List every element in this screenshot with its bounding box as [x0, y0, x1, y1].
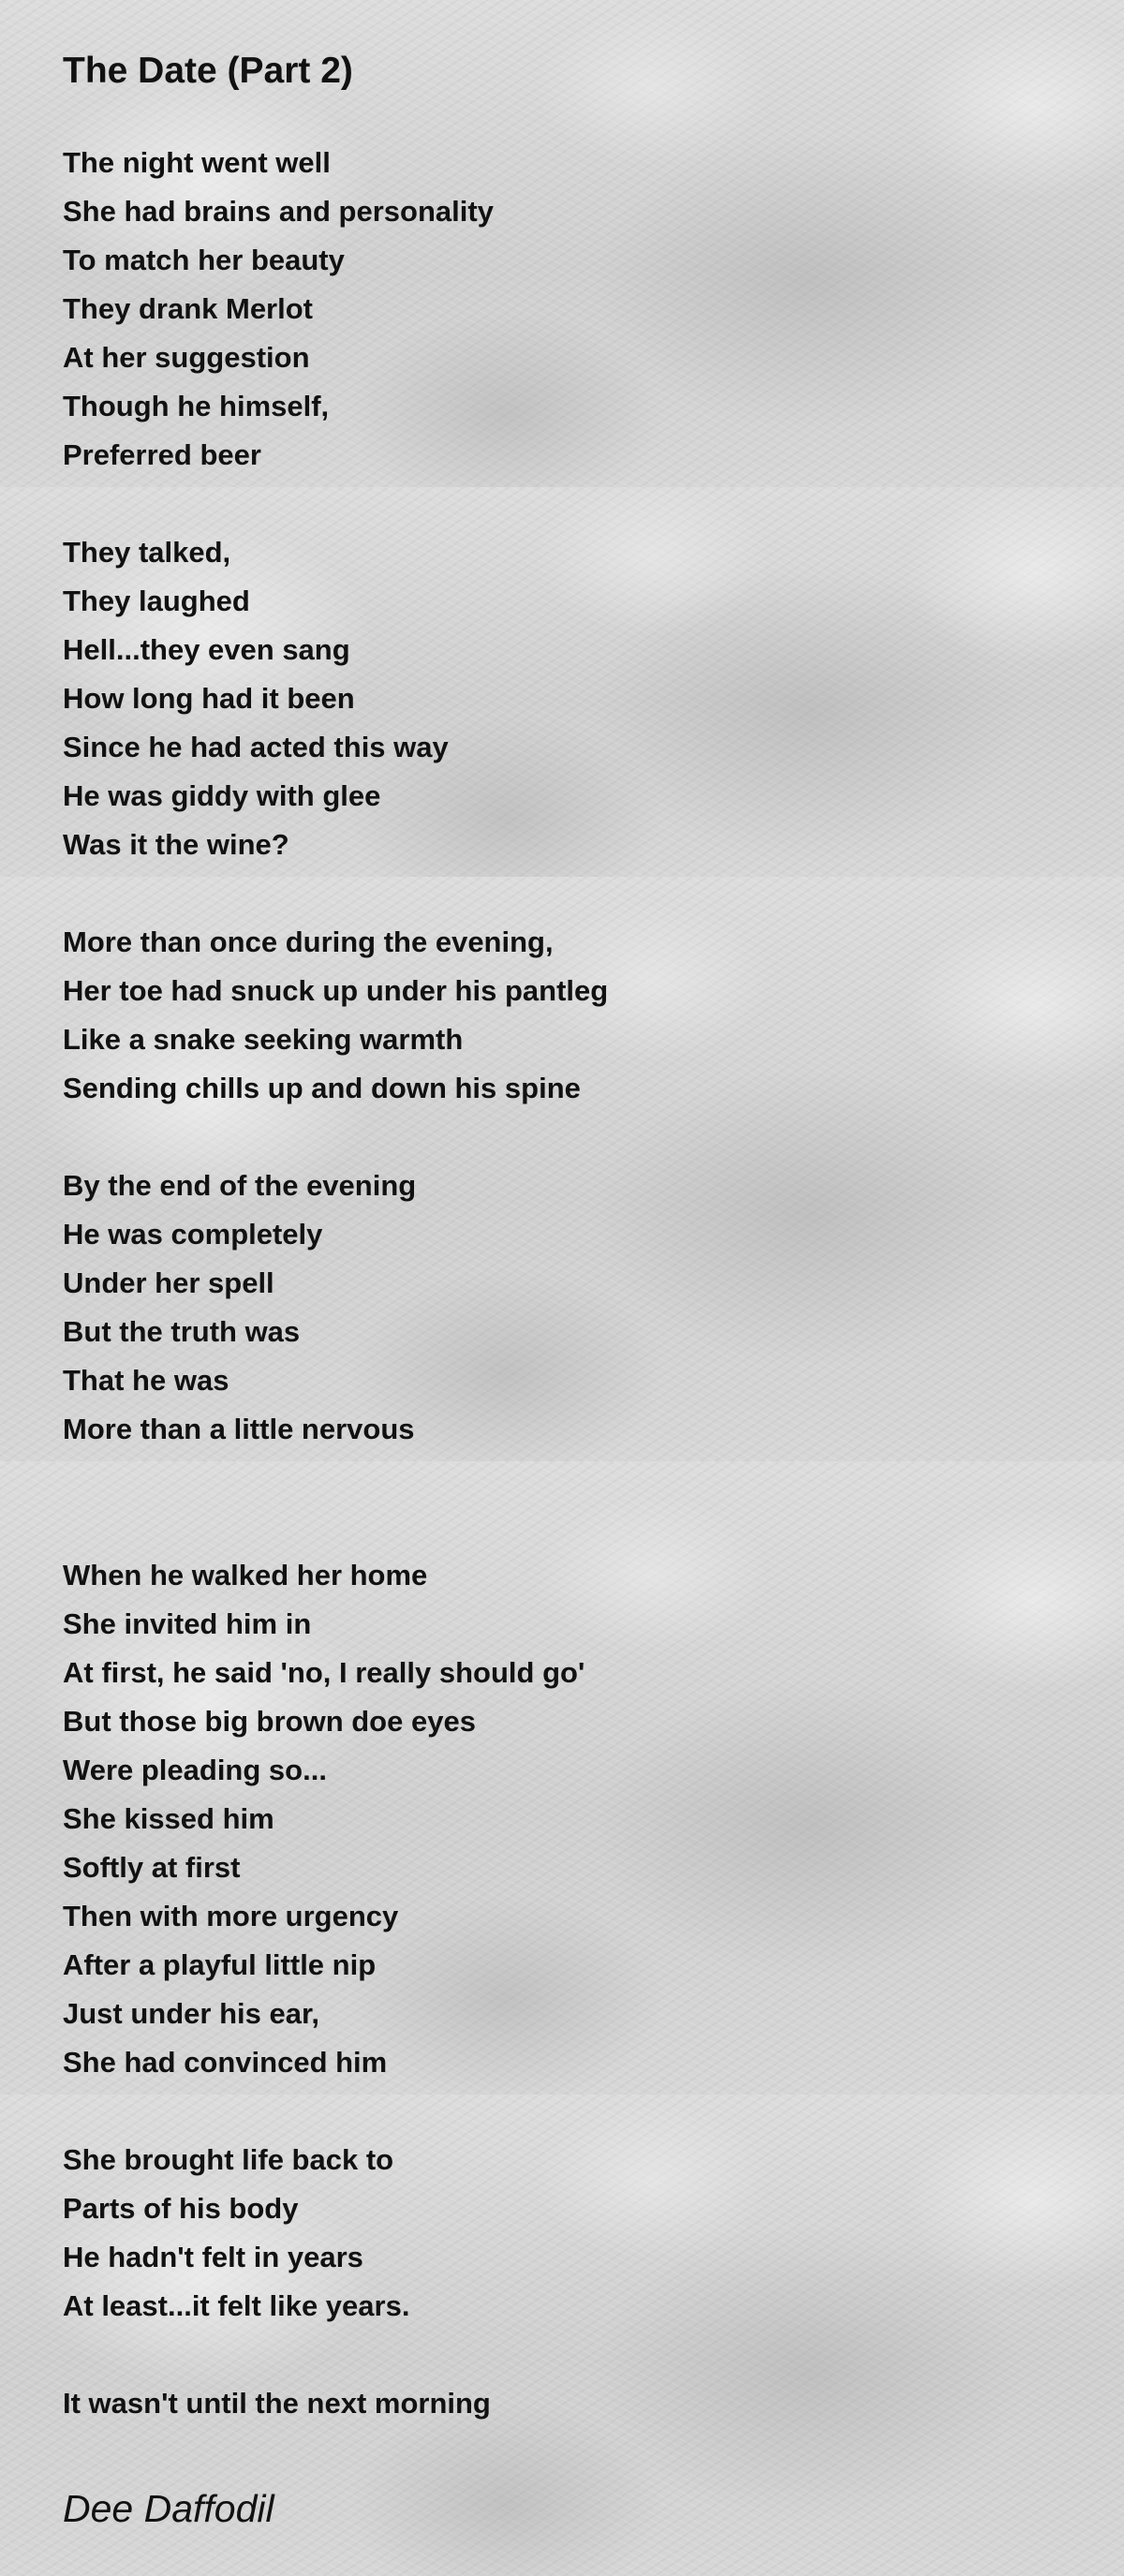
poem-line: Under her spell: [63, 1266, 274, 1299]
poem-line: By the end of the evening: [63, 1169, 417, 1202]
poem-line: That he was: [63, 1364, 229, 1397]
stanza-7: [63, 2379, 1056, 2428]
poem-line: She kissed him: [63, 1802, 274, 1835]
poem-line: Softly at first: [63, 1851, 241, 1884]
stanza-1: [63, 139, 1056, 480]
poem-line: More than once during the evening,: [63, 925, 554, 958]
poem-line: To match her beauty: [63, 244, 345, 276]
poem-line: Like a snake seeking warmth: [63, 1023, 464, 1056]
poem-line: Preferred beer: [63, 438, 261, 471]
poem-line: Were pleading so...: [63, 1754, 327, 1786]
poem-container: [63, 47, 1056, 2533]
poem-line: Though he himself,: [63, 390, 330, 422]
poem-line: At first, he said 'no, I really should go': [63, 1656, 585, 1689]
poem-line: It wasn't until the next morning: [63, 2387, 491, 2420]
poem-line: Then with more urgency: [63, 1900, 399, 1932]
poem-line: The night went well: [63, 146, 331, 179]
poem-line: He was completely: [63, 1218, 323, 1251]
poem-line: They drank Merlot: [63, 292, 313, 325]
stanza-6: [63, 2136, 1056, 2331]
author-name: Dee Daffodil: [63, 2487, 274, 2530]
stanza-5: [63, 1551, 1056, 2087]
poem-line: Sending chills up and down his spine: [63, 1072, 581, 1104]
poem-line: Just under his ear,: [63, 1997, 319, 2030]
poem-line: Her toe had snuck up under his pantleg: [63, 974, 609, 1007]
poem-line: She brought life back to: [63, 2143, 394, 2176]
poem-line: Was it the wine?: [63, 828, 289, 861]
poem-line: At least...it felt like years.: [63, 2289, 410, 2322]
poem-line: But the truth was: [63, 1315, 301, 1348]
poem-line: More than a little nervous: [63, 1413, 415, 1445]
poem-line: They laughed: [63, 585, 250, 617]
poem-line: When he walked her home: [63, 1559, 428, 1591]
poem-line: But those big brown doe eyes: [63, 1705, 476, 1738]
poem-line: He was giddy with glee: [63, 779, 381, 812]
poem-line: She had convinced him: [63, 2046, 388, 2079]
poem-line: Since he had acted this way: [63, 731, 449, 763]
stanza-2: [63, 528, 1056, 869]
poem-line: She had brains and personality: [63, 195, 494, 228]
poem-line: She invited him in: [63, 1607, 312, 1640]
poem-line: Parts of his body: [63, 2192, 299, 2225]
poem-line: How long had it been: [63, 682, 355, 715]
poem-line: Hell...they even sang: [63, 633, 350, 666]
poem-line: After a playful little nip: [63, 1948, 377, 1981]
stanza-3: [63, 918, 1056, 1113]
poem-line: At her suggestion: [63, 341, 310, 374]
poem-title: The Date (Part 2): [63, 51, 353, 91]
stanza-4: [63, 1162, 1056, 1454]
poem-line: They talked,: [63, 536, 231, 569]
poem-line: He hadn't felt in years: [63, 2241, 363, 2273]
